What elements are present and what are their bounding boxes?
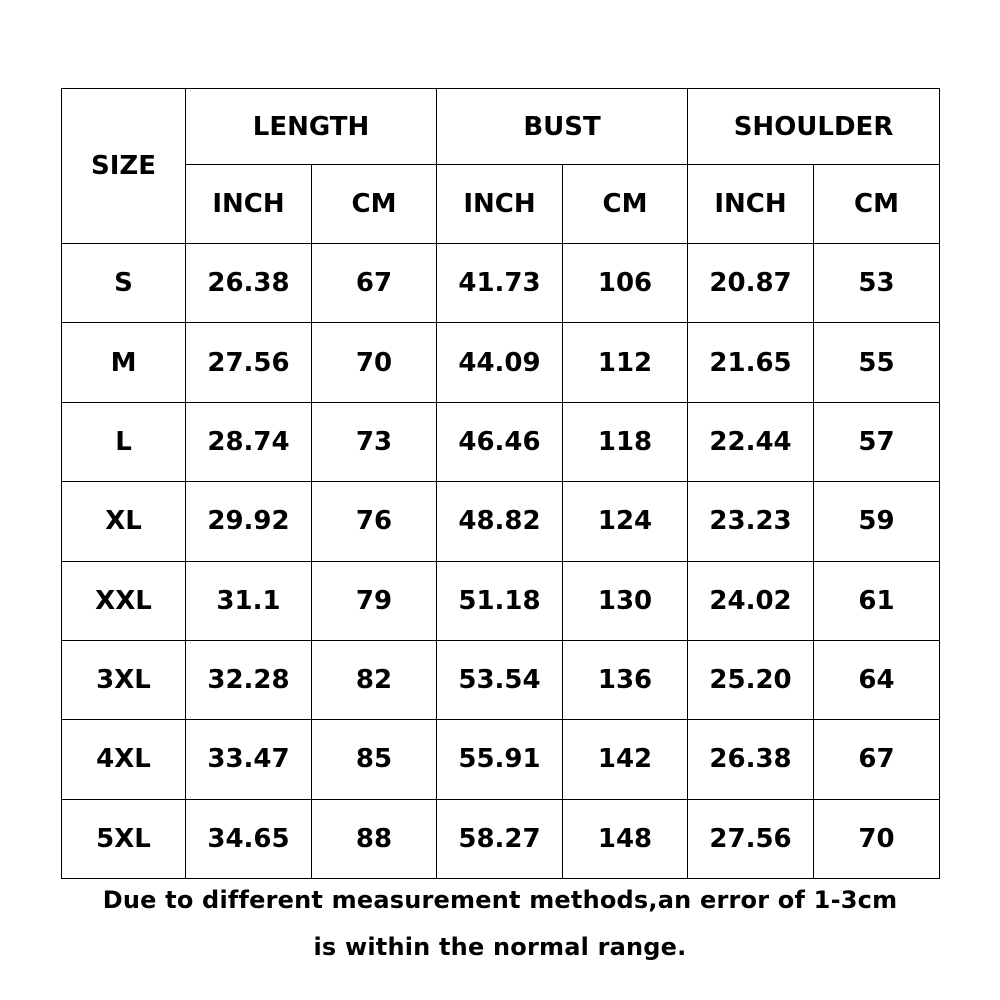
size-header: SIZE bbox=[62, 89, 186, 244]
length-inch-cell: 26.38 bbox=[186, 244, 312, 323]
table-row bbox=[62, 561, 940, 640]
length-inch-cell: 32.28 bbox=[186, 640, 312, 719]
size-cell: S bbox=[62, 244, 186, 323]
bust-inch-cell: 53.54 bbox=[437, 640, 563, 719]
length-cm-cell: 82 bbox=[312, 640, 437, 719]
length-inch-cell: 27.56 bbox=[186, 323, 312, 402]
size-cell: L bbox=[62, 402, 186, 481]
shoulder-inch-cell: 26.38 bbox=[688, 720, 814, 799]
bust-inch-header: INCH bbox=[437, 165, 563, 244]
length-cm-header: CM bbox=[312, 165, 437, 244]
length-inch-cell: 28.74 bbox=[186, 402, 312, 481]
shoulder-cm-cell: 53 bbox=[814, 244, 940, 323]
table-row bbox=[62, 482, 940, 561]
bust-inch-cell: 48.82 bbox=[437, 482, 563, 561]
shoulder-inch-cell: 20.87 bbox=[688, 244, 814, 323]
bust-header: BUST bbox=[437, 89, 688, 165]
length-cm-cell: 88 bbox=[312, 799, 437, 878]
length-cm-cell: 67 bbox=[312, 244, 437, 323]
length-header: LENGTH bbox=[186, 89, 437, 165]
bust-inch-cell: 46.46 bbox=[437, 402, 563, 481]
shoulder-cm-cell: 61 bbox=[814, 561, 940, 640]
shoulder-cm-header: CM bbox=[814, 165, 940, 244]
shoulder-cm-cell: 64 bbox=[814, 640, 940, 719]
length-cm-cell: 70 bbox=[312, 323, 437, 402]
length-inch-cell: 29.92 bbox=[186, 482, 312, 561]
table-row bbox=[62, 244, 940, 323]
bust-cm-cell: 148 bbox=[563, 799, 688, 878]
shoulder-inch-cell: 23.23 bbox=[688, 482, 814, 561]
shoulder-header: SHOULDER bbox=[688, 89, 940, 165]
bust-cm-cell: 118 bbox=[563, 402, 688, 481]
size-cell: M bbox=[62, 323, 186, 402]
table-row bbox=[62, 640, 940, 719]
size-chart-table bbox=[61, 88, 940, 879]
bust-cm-cell: 112 bbox=[563, 323, 688, 402]
length-inch-header: INCH bbox=[186, 165, 312, 244]
table-row bbox=[62, 402, 940, 481]
length-cm-cell: 73 bbox=[312, 402, 437, 481]
size-cell: XL bbox=[62, 482, 186, 561]
length-inch-cell: 34.65 bbox=[186, 799, 312, 878]
bust-inch-cell: 41.73 bbox=[437, 244, 563, 323]
length-cm-cell: 79 bbox=[312, 561, 437, 640]
shoulder-cm-cell: 55 bbox=[814, 323, 940, 402]
shoulder-inch-cell: 27.56 bbox=[688, 799, 814, 878]
measurement-note-line-2: is within the normal range. bbox=[313, 933, 687, 961]
table-row bbox=[62, 720, 940, 799]
bust-inch-cell: 44.09 bbox=[437, 323, 563, 402]
shoulder-inch-header: INCH bbox=[688, 165, 814, 244]
shoulder-inch-cell: 25.20 bbox=[688, 640, 814, 719]
shoulder-inch-cell: 21.65 bbox=[688, 323, 814, 402]
bust-cm-cell: 130 bbox=[563, 561, 688, 640]
table-body bbox=[62, 244, 940, 879]
bust-cm-cell: 136 bbox=[563, 640, 688, 719]
size-cell: 3XL bbox=[62, 640, 186, 719]
bust-inch-cell: 58.27 bbox=[437, 799, 563, 878]
shoulder-cm-cell: 67 bbox=[814, 720, 940, 799]
bust-cm-cell: 124 bbox=[563, 482, 688, 561]
size-cell: XXL bbox=[62, 561, 186, 640]
size-cell: 5XL bbox=[62, 799, 186, 878]
shoulder-cm-cell: 59 bbox=[814, 482, 940, 561]
table-row bbox=[62, 323, 940, 402]
length-cm-cell: 85 bbox=[312, 720, 437, 799]
shoulder-cm-cell: 70 bbox=[814, 799, 940, 878]
bust-inch-cell: 51.18 bbox=[437, 561, 563, 640]
table-row bbox=[62, 799, 940, 878]
shoulder-cm-cell: 57 bbox=[814, 402, 940, 481]
shoulder-inch-cell: 24.02 bbox=[688, 561, 814, 640]
length-inch-cell: 33.47 bbox=[186, 720, 312, 799]
length-cm-cell: 76 bbox=[312, 482, 437, 561]
length-inch-cell: 31.1 bbox=[186, 561, 312, 640]
bust-cm-header: CM bbox=[563, 165, 688, 244]
bust-cm-cell: 142 bbox=[563, 720, 688, 799]
shoulder-inch-cell: 22.44 bbox=[688, 402, 814, 481]
bust-cm-cell: 106 bbox=[563, 244, 688, 323]
measurement-note-line-1: Due to different measurement methods,an error of 1-3cm bbox=[102, 886, 898, 914]
bust-inch-cell: 55.91 bbox=[437, 720, 563, 799]
size-cell: 4XL bbox=[62, 720, 186, 799]
